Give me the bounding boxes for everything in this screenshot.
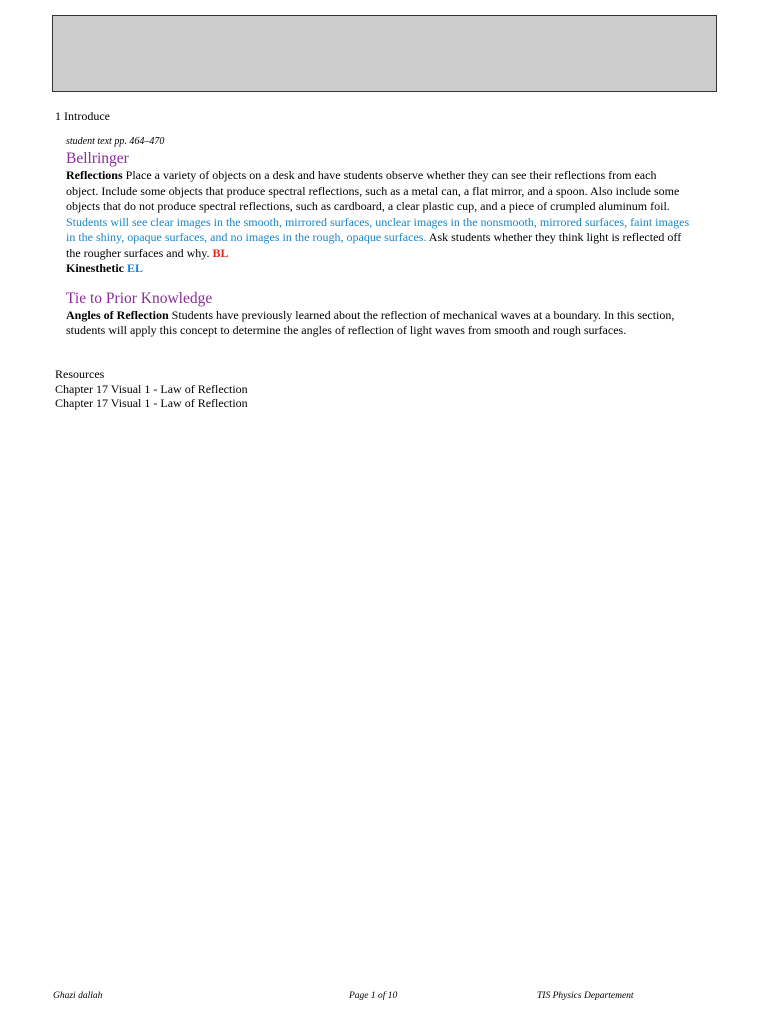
footer-page-number: Page 1 of 10: [349, 991, 398, 1001]
bellringer-question: Ask students whether they think light is reflected off the rougher surfaces and why.: [66, 230, 682, 260]
prior-knowledge-text: Students have previously learned about the reflection of mechanical waves at a boundary. In this section, students will apply this concept to determine the angles of reflection of light waves from smooth and rough surfaces.: [66, 307, 675, 337]
bellringer-answer: Students will see clear images in the smooth, mirrored surfaces, unclear images in the nonsmooth, mirrored surfaces, faint images in the shiny, opaque surfaces, and no images in the rough, opaque surfaces.: [66, 214, 690, 244]
modality-label: Kinesthetic: [66, 261, 124, 275]
bellringer-heading: Bellringer: [66, 150, 129, 167]
section-title: 1 Introduce: [55, 109, 110, 123]
prior-knowledge-term: Angles of Reflection: [66, 307, 169, 322]
footer-author: Ghazi dallah: [53, 991, 103, 1001]
resource-item[interactable]: Chapter 17 Visual 1 - Law of Reflection: [55, 381, 248, 396]
footer-department: TIS Physics Departement: [537, 991, 634, 1001]
header-banner: [52, 15, 717, 92]
resources-title: Resources: [55, 367, 105, 381]
resource-item[interactable]: Chapter 17 Visual 1 - Law of Reflection: [55, 396, 248, 410]
tag-el: EL: [127, 261, 144, 275]
prior-knowledge-heading: Tie to Prior Knowledge: [66, 289, 213, 307]
page-reference: student text pp. 464–470: [66, 136, 165, 147]
bellringer-term: Reflections: [66, 168, 123, 182]
bellringer-paragraph: [66, 168, 690, 277]
tag-bl: BL: [212, 245, 229, 260]
lesson-content: [66, 135, 690, 339]
bellringer-text: Place a variety of objects on a desk and have students observe whether they can see their reflections from each object. Include some objects that produce spectral reflections, such as a metal can, a flat mirror, and a spoon. Also include some objects that do not produce spectral reflections, such as cardboard, a clear plastic cup, and a piece of crumpled aluminum foil.: [66, 168, 680, 213]
prior-knowledge-paragraph: [66, 308, 690, 339]
resources-block: [55, 367, 248, 411]
